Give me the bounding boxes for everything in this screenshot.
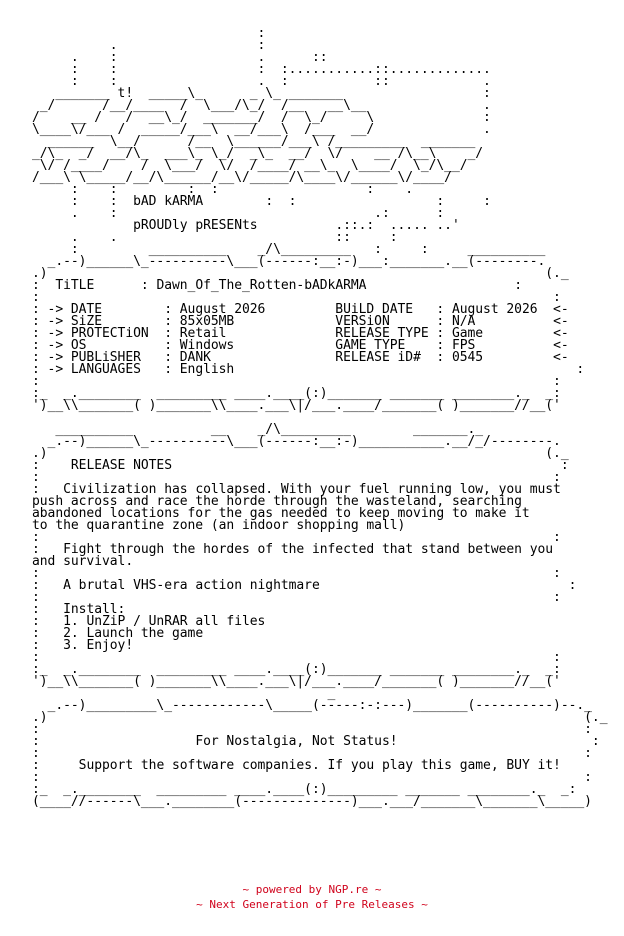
release-title: Dawn_Of_The_Rotten-bADkARMA bbox=[156, 278, 367, 293]
release-protection: Retail bbox=[179, 326, 227, 341]
footer-powered-by: ~ powered by NGP.re ~ bbox=[242, 883, 382, 896]
footer-tagline: ~ Next Generation of Pre Releases ~ bbox=[196, 898, 428, 911]
closing-line-1: For Nostalgia, Not Status! bbox=[195, 734, 398, 749]
release-size: 85x05MB bbox=[179, 314, 235, 329]
install-step-2: 2. Launch the game bbox=[63, 626, 204, 641]
install-step-1: 1. UnZiP / UnRAR all files bbox=[63, 614, 266, 629]
install-step-3: 3. Enjoy! bbox=[63, 638, 134, 653]
release-os: Windows bbox=[179, 338, 235, 353]
release-type: Game bbox=[451, 326, 484, 341]
release-id: 0545 bbox=[451, 350, 484, 365]
presents-label: pROUDly pRESENts bbox=[133, 218, 258, 233]
game-type: FPS bbox=[451, 338, 476, 353]
release-notes-heading: RELEASE NOTES bbox=[70, 458, 172, 473]
group-name: bAD kARMA bbox=[133, 194, 204, 209]
build-date: August 2026 bbox=[451, 302, 538, 317]
release-info-block: TiTLE : Dawn_Of_The_Rotten-bADkARMA : : : : -> DATE : August 2026 BUiLD DATE : August 2026 <- : -> SiZE : 85x05MB VERSiON : N/A <- : -> PROTECTiON : Retail RELEASE TYPE : Game <- : -> OS : Windows GAME TYPE : FPS <- : -> PUBLiSHER : DANK RELEASE iD# : 0545 <- : -> LANGUAGES : English : bbox=[32, 278, 585, 377]
release-notes-paragraph-1: Civilization has collapsed. With your fuel running low, you must push across and race the horde through the wasteland, searching abandoned locations for the gas needed to keep moving to make it to the quarantine zone (an indoor shopping mall) bbox=[32, 482, 561, 533]
release-version: N/A bbox=[451, 314, 476, 329]
closing-line-2: Support the software companies. If you play this game, BUY it! bbox=[78, 758, 561, 773]
release-notes-tagline: A brutal VHS-era action nightmare bbox=[63, 578, 320, 593]
install-heading: Install: bbox=[63, 602, 126, 617]
release-date: August 2026 bbox=[179, 302, 266, 317]
release-publisher: DANK bbox=[179, 350, 211, 365]
release-notes-paragraph-2: Fight through the hordes of the infected that stand between you and survival. bbox=[32, 542, 554, 569]
release-languages: English bbox=[179, 362, 235, 377]
nfo-ascii-document: : . : . : . :: : : : :...........::............. : : . : :: . _______ t! _____\_ _ \_ _______ : _/ /__/____ / \___/\_/ /__ __\__ . / __ / / __\_/ _______/ / \_/ \ : \____\/___ / _____/___\ __/___\ /___ __/ . ______ \__/ /__ \______/___\ /_________ _______ _/\_ _/ __/\_ ___\_ \_/ _\_ __/ \/ __ /\__\ _/ \/ /____/ / \___/ \/ /____/ __\_ \____/ \_/\__/ /___\ \_____/__/\______/__\/_____/\____\/______\/____/ : : : : : . : : bAD kARMA : : : : . : .: : pROUDly pRESENts .::.: ..... ..' . . :: : : __________ _/\_________ : : __________ _.--)______\_----------\___(------:__:-)___:_______.__(--------. .) (._ : TiTLE : Dawn_Of_The_Rotten-bADkARMA : : : : -> DATE : August 2026 BUiLD DATE : August 2026 <- : -> SiZE : 85x05MB VERSiON : N/A <- : -> PROTECTiON : Retail RELEASE TYPE : Game <- : -> OS : Windows GAME TYPE : FPS <- : -> PUBLiSHER : DANK RELEASE iD# : 0545 <- : -> LANGUAGES : English : : : :_ _.________ _________ ____.____(:)_______ _______ ________._ _: ')__\\_______( )_______\\____.___\|/___.____/_______( )_______//__(' __________ __ _/\_________ _______._ _.--)______\_----------\___(------:__:-)___________.__/_/--------. .) (._ : RELEASE NOTES : : : : Civilization has collapsed. With your fuel running low, you must push across and race the horde through the wasteland, searching abandoned locations for the gas needed to keep moving to make it to the quarantine zone (an indoor shopping mall) : : : Fight through the hordes of the infected that stand between you and survival. : : : A brutal VHS-era action nightmare : : : : Install: : 1. UnZiP / UnRAR all files : 2. Launch the game : 3. Enjoy! : : :_ _.________ _________ ____.____(:)_______ _______ ________._ _: ')__\\_______( )_______\\____.___\|/___.____/_______( )_______//__(' _ _.--)_________\_------------\_____(-----:-:---)_______(----------)--._ .) (._ : : : For Nostalgia, Not Status! : : : : Support the software companies. If you play this game, BUY it! : : :_ _.________ _________ ____.____(:)_________ _______ ________._ _: (____//------\___.________(--------------)___.___/_______\_______\_____) bbox=[32, 26, 608, 809]
ascii-art-logo: : . : . : . :: : : : :...........::............. : : . : :: . _______ t! _____\_ _ \_ _______ : _/ /__/____ / \___/\_/ /__ __\__ . / __ / / __\_/ _______/ / \_/ \ : \____\/___ / _____/___\ __/___\ /___ __/ . ______ \__/ /__ \______/___\ /_________ _______ _/\_ _/ __/\_ ___\_ \_/ _\_ __/ \/ __ /\__\ _/ \/ /____/ / \___/ \/ /____/ __\_ \____/ \_/\__/ /___\ \_____/__/\______/__\/_____/\____\/______\/____/ : : : : : . : : bbox=[32, 26, 491, 209]
